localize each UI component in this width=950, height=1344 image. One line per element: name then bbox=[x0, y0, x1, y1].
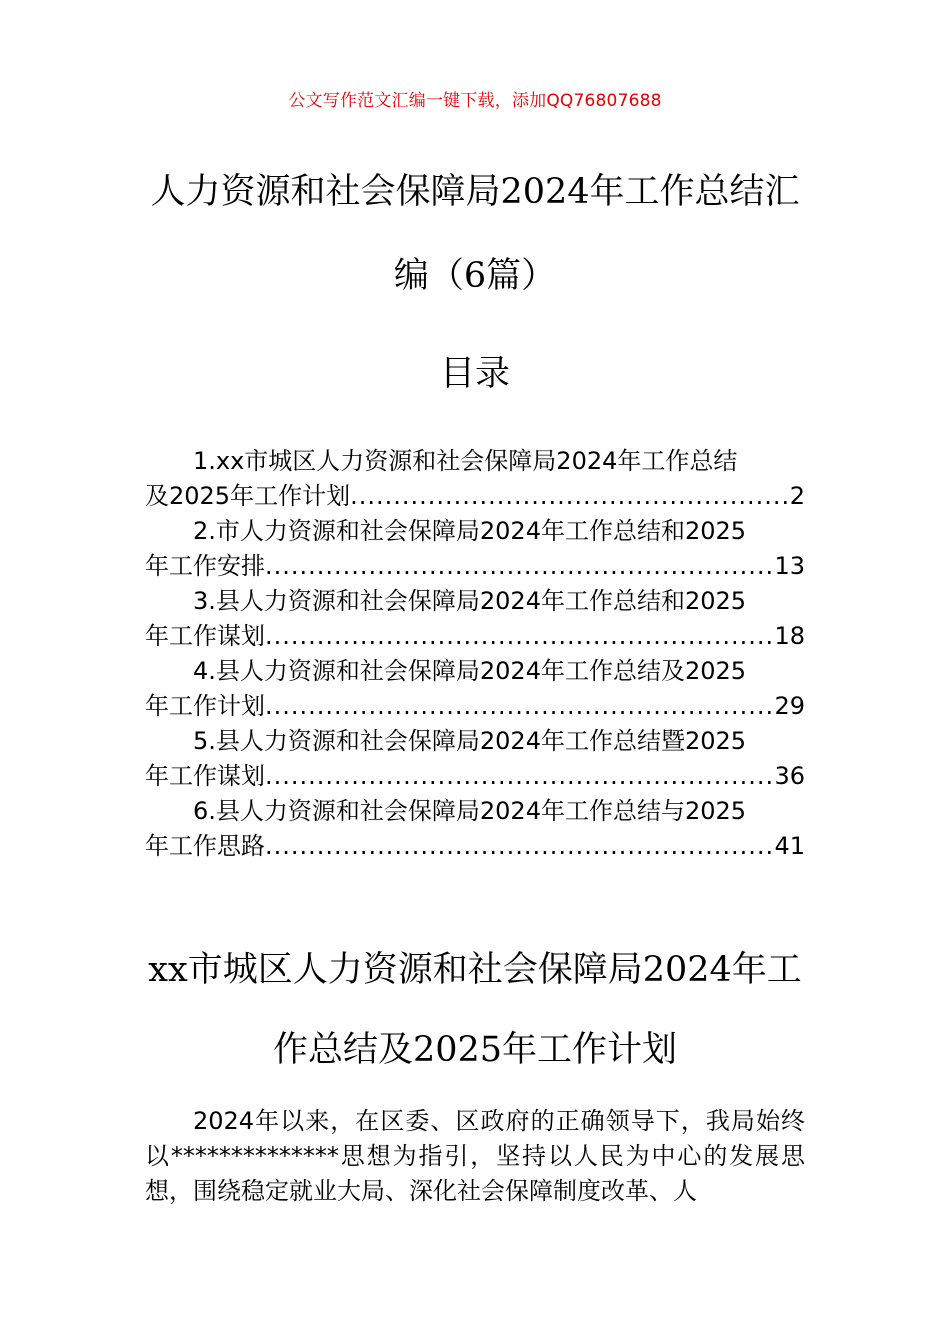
table-of-contents bbox=[145, 444, 805, 864]
toc-entry-title-line-2: 年工作谋划 bbox=[145, 622, 265, 650]
section-title-line-1: xx市城区人力资源和社会保障局2024年工 bbox=[148, 950, 802, 990]
section-title-line-2: 作总结及2025年工作计划 bbox=[272, 1030, 678, 1070]
toc-entry-title-line-2: 年工作思路 bbox=[145, 832, 265, 860]
section-title bbox=[140, 930, 810, 1090]
toc-entry-title-line-1: 1.xx市城区人力资源和社会保障局2024年工作总结 bbox=[193, 447, 738, 475]
toc-entry-title-line-1: 6.县人力资源和社会保障局2024年工作总结与2025 bbox=[193, 797, 747, 825]
toc-entry-title-line-1: 2.市人力资源和社会保障局2024年工作总结和2025 bbox=[193, 517, 747, 545]
toc-entry-title-line-2: 年工作计划 bbox=[145, 692, 265, 720]
toc-page-number: 29 bbox=[774, 692, 805, 720]
toc-entry-title-line-2: 年工作安排 bbox=[145, 552, 265, 580]
document-title-line-2: 编（6篇） bbox=[393, 256, 557, 296]
toc-entry-6[interactable] bbox=[145, 794, 805, 864]
toc-entry-3[interactable] bbox=[145, 584, 805, 654]
toc-entry-title-line-1: 3.县人力资源和社会保障局2024年工作总结和2025 bbox=[193, 587, 747, 615]
toc-entry-1[interactable] bbox=[145, 444, 805, 514]
toc-entry-2[interactable] bbox=[145, 514, 805, 584]
toc-leader-dots bbox=[265, 759, 774, 794]
toc-entry-4[interactable] bbox=[145, 654, 805, 724]
toc-page-number: 13 bbox=[774, 552, 805, 580]
toc-leader-dots bbox=[265, 549, 774, 584]
toc-page-number: 36 bbox=[774, 762, 805, 790]
toc-entry-title-line-2: 及2025年工作计划 bbox=[145, 482, 351, 510]
toc-page-number: 41 bbox=[774, 832, 805, 860]
toc-page-number: 2 bbox=[789, 482, 805, 510]
toc-entry-5[interactable] bbox=[145, 724, 805, 794]
toc-leader-dots bbox=[350, 479, 790, 514]
section-body-paragraph: 2024年以来，在区委、区政府的正确领导下，我局始终以**************思想为指引，坚持以人民为中心的发展思想，围绕稳定就业大局、深化社会保障制度改革、人 bbox=[145, 1107, 805, 1205]
toc-leader-dots bbox=[265, 689, 774, 724]
toc-leader-dots bbox=[265, 619, 774, 654]
toc-heading: 目录 bbox=[439, 354, 510, 394]
toc-page-number: 18 bbox=[774, 622, 805, 650]
toc-entry-title-line-1: 4.县人力资源和社会保障局2024年工作总结及2025 bbox=[193, 657, 747, 685]
download-banner: 公文写作范文汇编一键下载，添加QQ76807688 bbox=[288, 91, 662, 111]
toc-entry-title-line-2: 年工作谋划 bbox=[145, 762, 265, 790]
document-title bbox=[140, 150, 810, 318]
toc-entry-title-line-1: 5.县人力资源和社会保障局2024年工作总结暨2025 bbox=[193, 727, 747, 755]
toc-leader-dots bbox=[265, 829, 774, 864]
document-title-line-1: 人力资源和社会保障局2024年工作总结汇 bbox=[150, 172, 800, 212]
